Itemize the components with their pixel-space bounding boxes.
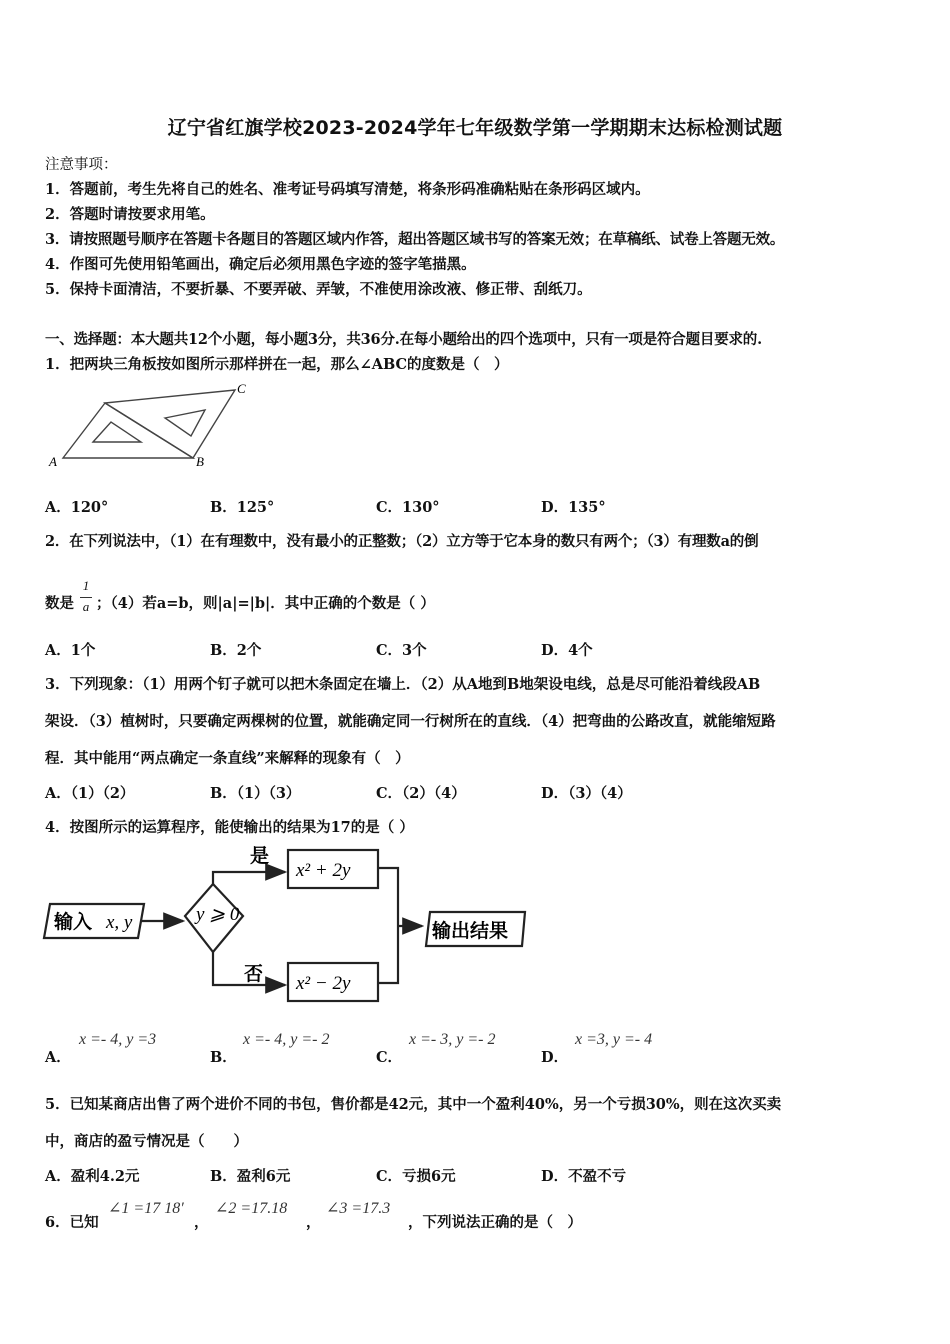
option-c: C．（2）（4）: [376, 785, 466, 802]
option-d: D．4个: [541, 642, 593, 659]
option-a: A．120°: [45, 499, 109, 516]
question-5-text: 5．已知某商店出售了两个进价不同的书包，售价都是42元，其中一个盈利40%，另一个亏损30%，则在这次买卖: [45, 1096, 782, 1113]
option-d: D．135°: [541, 499, 606, 516]
option-c: C．3个: [376, 642, 427, 659]
arrow-yes: [213, 872, 285, 884]
option-a: A．盈利4.2元: [45, 1168, 140, 1185]
option-a: A．1个: [45, 642, 96, 659]
option-a: A．: [45, 1049, 71, 1066]
input-label: 输入: [54, 911, 93, 933]
option-b: B．125°: [210, 499, 275, 516]
outer-triangle-right: [105, 390, 235, 458]
outer-triangle-left: [63, 403, 193, 458]
notice-item: 3．请按照题号顺序在答题卡各题目的答题区域内作答，超出答题区域书写的答案无效；在草稿纸、试卷上答题无效。: [45, 231, 785, 248]
yes-label: 是: [250, 845, 270, 867]
question-4-text: 4．按图所示的运算程序，能使输出的结果为17的是（ ）: [45, 819, 414, 836]
option-b: B．（1）（3）: [210, 785, 301, 802]
option-a: A．（1）（2）: [45, 785, 135, 802]
expr-no: x² − 2y: [296, 973, 351, 994]
question-5-text-cont: 中，商店的盈亏情况是（ ）: [45, 1133, 248, 1150]
option-a-value: x =- 4, y =3: [79, 1031, 157, 1048]
notice-item: 1．答题前，考生先将自己的姓名、准考证号码填写清楚，将条形码准确粘贴在条形码区域内。: [45, 181, 650, 198]
angle-1: ∠1 =17 18′: [108, 1200, 184, 1217]
expr-yes: x² + 2y: [296, 860, 351, 881]
inner-triangle-right: [165, 410, 205, 436]
angle-3: ∠3 =17.3: [326, 1200, 391, 1217]
question-3-text: 架设．（3）植树时，只要确定两棵树的位置，就能确定同一行树所在的直线．（4）把弯曲的公路改直，就能缩短路: [45, 713, 776, 730]
label-b: B: [196, 454, 204, 469]
option-d: D．: [541, 1049, 569, 1066]
page-title: 辽宁省红旗学校2023-2024学年七年级数学第一学期期末达标检测试题: [167, 117, 783, 139]
question-6-text-end: ，下列说法正确的是（ ）: [408, 1214, 582, 1231]
question-3-text: 3．下列现象：（1）用两个钉子就可以把木条固定在墙上．（2）从A地到B地架设电线，总是尽可能沿着线段AB: [45, 676, 761, 693]
condition-text: y ⩾ 0: [196, 904, 240, 925]
question-6-text: 6．已知: [45, 1214, 99, 1231]
option-c: C．亏损6元: [376, 1168, 456, 1185]
notice-item: 5．保持卡面清洁，不要折暴、不要弄破、弄皱，不准使用涂改液、修正带、刮纸刀。: [45, 281, 592, 298]
question-2-text-end: ；（4）若a=b，则|a|=|b|．其中正确的个数是（ ）: [96, 595, 435, 612]
option-c: C．: [376, 1049, 403, 1066]
option-b: B．2个: [210, 642, 262, 659]
notice-item: 2．答题时请按要求用笔。: [45, 206, 215, 223]
fraction-denominator: a: [82, 599, 90, 614]
input-vars: x, y: [106, 912, 133, 933]
question-2-text: 2．在下列说法中，（1）在有理数中，没有最小的正整数；（2）立方等于它本身的数只有两个；（3）有理数a的倒: [45, 533, 759, 550]
section-heading: 一、选择题：本大题共12个小题，每小题3分，共36分.在每小题给出的四个选项中，只有一项是符合题目要求的.: [45, 331, 762, 348]
fraction-bar: [80, 597, 92, 598]
notice-item: 4．作图可先使用铅笔画出，确定后必须用黑色字迹的签字笔描黑。: [45, 256, 476, 273]
option-b-value: x =- 4, y =- 2: [243, 1031, 330, 1048]
flowchart: [40, 840, 540, 1005]
angle-2: ∠2 =17.18: [215, 1200, 288, 1217]
option-d-value: x =3, y =- 4: [575, 1031, 653, 1048]
label-a: A: [49, 454, 57, 469]
label-c: C: [237, 381, 246, 396]
separator: ，: [306, 1214, 321, 1231]
triangle-boards-figure: [45, 378, 260, 473]
option-d: D．（3）（4）: [541, 785, 632, 802]
inner-triangle-left: [93, 422, 141, 442]
question-2-text-cont: 数是: [45, 595, 74, 612]
merge-line: [378, 868, 398, 983]
no-label: 否: [244, 963, 264, 985]
option-b: B．: [210, 1049, 237, 1066]
fraction-numerator: 1: [82, 578, 90, 593]
option-b: B．盈利6元: [210, 1168, 291, 1185]
question-3-text: 程．其中能用“两点确定一条直线”来解释的现象有（ ）: [45, 750, 410, 767]
notice-heading: 注意事项：: [45, 157, 118, 173]
option-c: C．130°: [376, 499, 440, 516]
question-1-text: 1．把两块三角板按如图所示那样拼在一起，那么∠ABC的度数是（ ）: [45, 356, 509, 373]
separator: ，: [194, 1214, 209, 1231]
option-d: D．不盈不亏: [541, 1168, 627, 1185]
output-label: 输出结果: [432, 920, 509, 942]
option-c-value: x =- 3, y =- 2: [409, 1031, 496, 1048]
